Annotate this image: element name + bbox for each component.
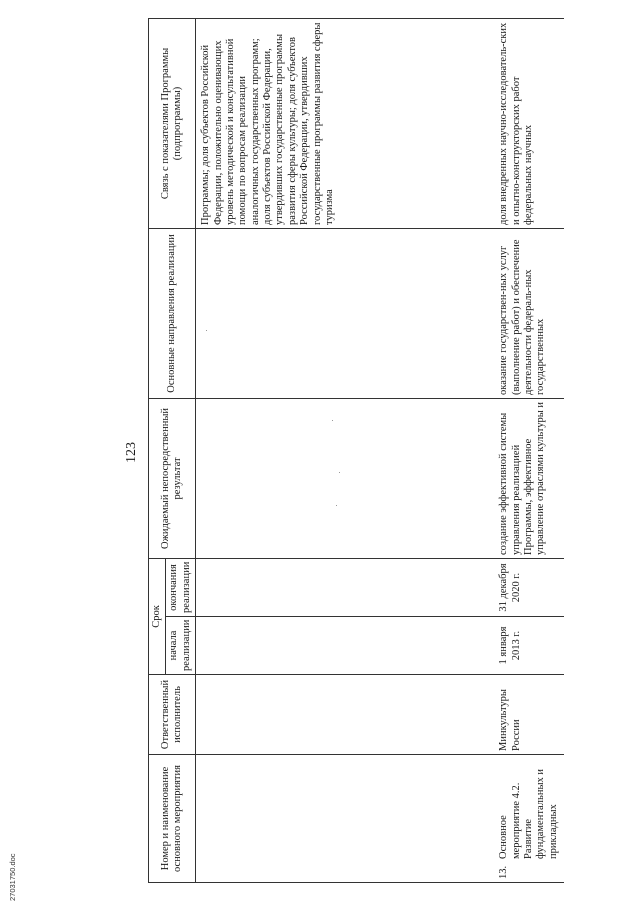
row-number: 13. bbox=[498, 865, 510, 879]
header-name: Номер и наименование основного мероприятия bbox=[149, 755, 196, 883]
cell-start: 1 января 2013 г. bbox=[494, 617, 564, 675]
cell-empty bbox=[196, 755, 495, 883]
table-row-continuation bbox=[196, 18, 495, 882]
cell-empty bbox=[196, 675, 495, 755]
scan-speck bbox=[206, 330, 207, 331]
cell-directions: оказание государствен-ных услуг (выполнение работ) и обеспечение деятельности федераль-ных государственных bbox=[494, 228, 564, 398]
table-header-row bbox=[149, 18, 166, 882]
cell-end: 31 декабря 2020 г. bbox=[494, 558, 564, 616]
cell-executor: Минкультуры России bbox=[494, 675, 564, 755]
row-name: Основное мероприятие 4.2. Развитие фундаментальных и прикладных bbox=[498, 768, 559, 859]
header-executor: Ответственный исполнитель bbox=[149, 675, 196, 755]
scan-speck bbox=[336, 505, 337, 506]
file-reference bbox=[8, 833, 22, 901]
header-term: Срок bbox=[149, 558, 166, 674]
header-result: Ожидаемый непосредственный результат bbox=[149, 398, 196, 558]
cell-empty bbox=[196, 558, 495, 616]
cell-link: доля внедренных научно-исследователь-ских и опытно-конструкторских работ федеральных научных bbox=[494, 18, 564, 228]
cell-empty bbox=[196, 398, 495, 558]
cell-empty bbox=[196, 228, 495, 398]
cell-result: создание эффективной системы управления реализацией Программы, эффективное управление отраслями культуры и bbox=[494, 398, 564, 558]
file-reference-text: 27031750.doc bbox=[8, 853, 17, 901]
cell-empty bbox=[196, 617, 495, 675]
page-number: 123 bbox=[124, 442, 139, 463]
header-directions: Основные направления реализации bbox=[149, 228, 196, 398]
activities-table bbox=[148, 18, 564, 883]
scan-speck bbox=[339, 472, 340, 473]
header-link: Связь с показателями Программы (подпрограммы) bbox=[149, 18, 196, 228]
cell-link-continuation: Программы; доля субъектов Российской Федерации, положительно оценивающих уровень методической и консультативной помощи по вопросам реализации аналогичных государственных программ; доля субъектов Российской Федерации, утвердивших государственные программы развития сферы культуры; доля субъектов Российской Федерации, утвердивших государственные программы развития сферы туризма bbox=[196, 18, 495, 228]
table-row-13 bbox=[494, 18, 564, 882]
cell-name bbox=[494, 755, 564, 883]
header-end: окончания реализации bbox=[166, 558, 196, 616]
header-start: начала реализации bbox=[166, 617, 196, 675]
scan-speck bbox=[332, 420, 333, 421]
